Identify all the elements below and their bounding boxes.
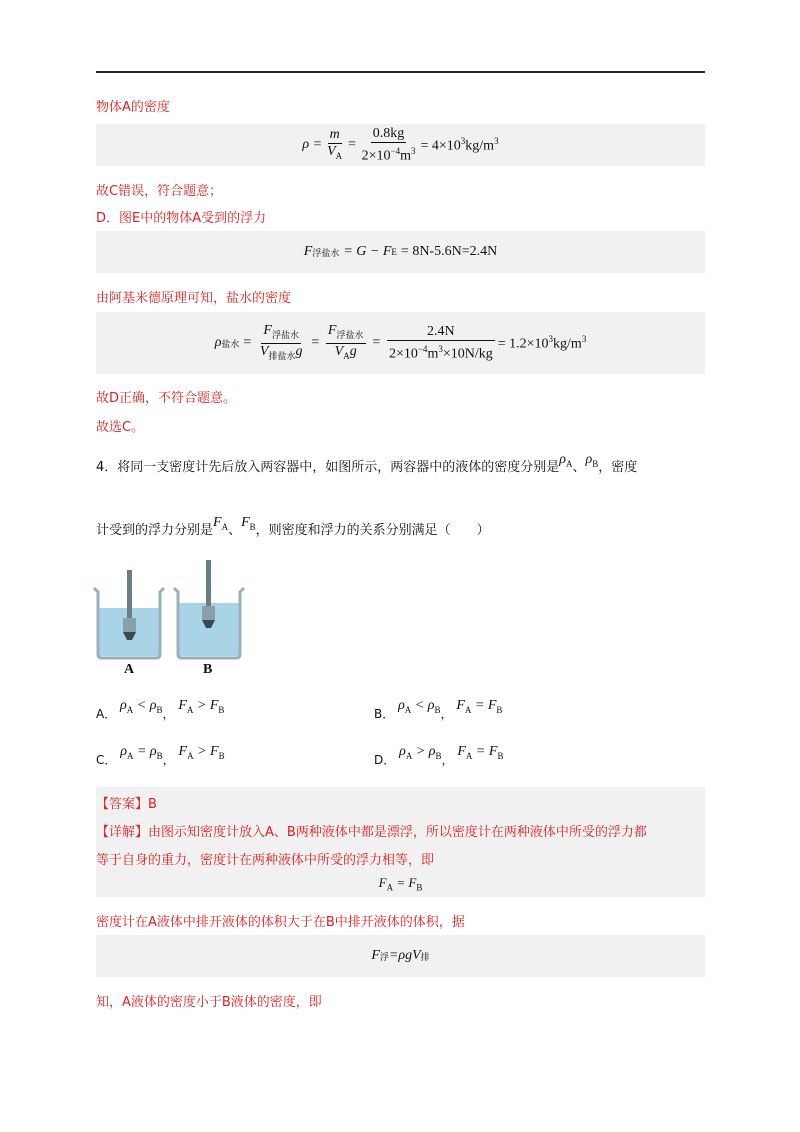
oa-f1: F: [178, 698, 187, 713]
question-line-2: [96, 515, 490, 540]
oa-f1-sub: A: [186, 704, 194, 715]
eq1-den2-sup: −4: [390, 145, 401, 156]
option-c[interactable]: C． $\rho_A = \rho_B$， $F_A > F_B$: [96, 744, 225, 767]
option-d[interactable]: D． $\rho_A > \rho_B$， $F_A = F_B$: [374, 744, 504, 767]
option-d-letter: D．: [374, 753, 396, 767]
beaker-b: [174, 560, 244, 658]
eq2-lhs-sub: 浮盐水: [312, 247, 340, 258]
answer-line: [96, 793, 157, 812]
figure-label-b: B: [203, 662, 213, 677]
eq3-d1: V: [259, 343, 269, 359]
ob-f2: F: [487, 698, 497, 713]
eq1-result-sup: 3: [460, 135, 466, 146]
oa-rho2: ρ: [149, 698, 157, 713]
eqf-f1-sub: A: [386, 882, 394, 893]
oc-rel2: >: [197, 744, 207, 759]
od-rho1: ρ: [399, 744, 406, 759]
od-rho2-sub: B: [435, 750, 442, 761]
rho-a-sub: A: [566, 458, 573, 469]
od-rho1-sub: A: [405, 750, 413, 761]
sep-2: 、: [228, 523, 242, 538]
figure-label-a: A: [124, 662, 135, 677]
eq3-result: = 1.2×10: [497, 336, 549, 352]
eq2-lhs: F: [303, 244, 313, 259]
detail-line-2: 等于自身的重力，密度计在两种液体中所受的浮力相等，即: [96, 853, 435, 868]
eq3-d3-tail: m: [427, 346, 439, 362]
eq3-n3: 2.4N: [387, 324, 495, 341]
eq1-den1-sub: A: [335, 150, 343, 161]
eq1-num1: m: [329, 126, 340, 142]
volume-line: 密度计在A液体中排开液体的体积大于在B中排开液体的体积，据: [96, 915, 465, 930]
eqf-f1: F: [378, 875, 387, 890]
density-a-label: 物体A的密度: [96, 100, 170, 115]
eq3-eq3: =: [371, 335, 381, 350]
oc-f1-sub: A: [187, 750, 194, 761]
f-a-sub: A: [221, 521, 229, 532]
oc-rho2-sub: B: [156, 750, 163, 761]
od-f1: F: [457, 744, 466, 759]
eq3-d2: V: [334, 343, 344, 359]
option-a[interactable]: A． $\rho_A < \rho_B$， $F_A > F_B$: [96, 698, 225, 721]
eq3-d3-tail-sup: 3: [438, 343, 443, 354]
buoy-f-sub: 浮: [379, 951, 389, 962]
eq1-eq-sign: =: [347, 137, 357, 152]
oc-f2: F: [210, 744, 219, 759]
choose-line: 故选C。: [96, 420, 145, 435]
od-f2: F: [488, 744, 498, 759]
equation-density-a: [96, 124, 705, 166]
eqf-sign: =: [396, 875, 406, 890]
rho-b: ρ: [585, 452, 593, 467]
eq3-eq2: =: [310, 335, 320, 350]
eq3-lhs-sub: 盐水: [221, 338, 240, 349]
eq3-n2: F: [327, 322, 337, 338]
detail-text-1: 由图示知密度计放入A、B两种液体中都是漂浮，所以密度计在两种液体中所受的浮力都: [148, 825, 647, 840]
oa-f2: F: [209, 698, 219, 713]
oa-rho1-sub: A: [126, 704, 134, 715]
buoy-f: F: [371, 948, 380, 963]
eq1-result: = 4×10: [420, 138, 461, 154]
eqf-f2-sub: B: [416, 882, 423, 893]
ob-rel2: =: [474, 698, 485, 713]
question-text-1-end: ，密度: [598, 460, 638, 475]
ob-rho1-sub: A: [404, 704, 412, 715]
archimedes-line: 由阿基米德原理可知，盐水的密度: [96, 291, 292, 306]
ob-rho2-sub: B: [434, 704, 441, 715]
answer-value: B: [148, 797, 157, 812]
option-c-letter: C．: [96, 753, 117, 767]
ob-f2-sub: B: [496, 704, 503, 715]
eq1-result-tail: kg/m: [465, 138, 495, 154]
option-b[interactable]: B． $\rho_A < \rho_B$， $F_A = F_B$: [374, 698, 503, 721]
oa-rho1: ρ: [120, 698, 127, 713]
option-b-letter: B．: [374, 707, 395, 721]
f-a: F: [213, 515, 222, 530]
eq3-result-tail-sup: 3: [581, 333, 587, 344]
buoy-v-sub: 排: [420, 951, 430, 962]
oa-rel2: >: [196, 698, 207, 713]
eq3-d3-end: ×10N/kg: [442, 346, 493, 362]
d-label-line: D．图E中的物体A受到的浮力: [96, 211, 267, 226]
answer-block: [96, 787, 705, 897]
detail-line-1: [96, 821, 647, 840]
final-line: 知，A液体的密度小于B液体的密度，即: [96, 995, 322, 1010]
eqf-f2: F: [408, 875, 417, 890]
sep-1: 、: [572, 460, 586, 475]
oc-rel1: =: [136, 744, 147, 759]
ob-rho2: ρ: [427, 698, 435, 713]
buoy-mid: =ρgV: [388, 948, 421, 963]
beaker-a: [94, 570, 164, 658]
eq-fa-fb: [96, 875, 705, 893]
ob-rho1: ρ: [398, 698, 405, 713]
od-f2-sub: B: [497, 750, 504, 761]
od-rel2: =: [475, 744, 486, 759]
oa-rel1: <: [136, 698, 147, 713]
ob-f1-sub: A: [464, 704, 472, 715]
eq1-den2: 2×10: [361, 148, 391, 164]
oa-rho2-sub: B: [156, 704, 163, 715]
eq2-rhs-sub: E: [391, 247, 397, 257]
detail-tag: 【详解】: [96, 825, 149, 840]
beakers-figure: [88, 558, 248, 680]
eq1-den2-tail-sup: 3: [410, 145, 416, 156]
d-right-line: 故D正确，不符合题意。: [96, 391, 237, 406]
eq3-eq1: =: [242, 335, 252, 350]
eq3-d3-sup: −4: [417, 343, 428, 354]
rho-a: ρ: [559, 452, 567, 467]
answer-tag: 【答案】: [96, 797, 149, 812]
eq1-result-tail-sup: 3: [494, 135, 499, 146]
eq1-den1: V: [327, 143, 336, 159]
header-rule: [96, 71, 705, 73]
od-rho2: ρ: [428, 744, 436, 759]
equation-buoyancy-e: [96, 231, 705, 273]
eq3-d1-sub: 排盐水: [268, 350, 296, 361]
question-line-1: [96, 452, 638, 477]
eq1-lhs: ρ =: [302, 137, 323, 152]
oc-rho2: ρ: [149, 744, 157, 759]
f-b-sub: B: [249, 521, 256, 532]
oa-f2-sub: B: [218, 704, 225, 715]
eq2-rhs: = G − F: [343, 244, 392, 259]
option-a-letter: A．: [96, 707, 117, 721]
eq3-result-sup: 3: [548, 333, 554, 344]
ob-rel1: <: [414, 698, 425, 713]
eq3-n1-sub: 浮盐水: [271, 329, 299, 340]
od-rel1: >: [415, 744, 426, 759]
question-text-1: 4．将同一支密度计先后放入两容器中，如图所示，两容器中的液体的密度分别是: [96, 460, 560, 475]
eq3-d3: 2×10: [388, 346, 418, 362]
oc-rho1-sub: A: [126, 750, 134, 761]
rho-b-sub: B: [592, 458, 599, 469]
oc-f2-sub: B: [218, 750, 225, 761]
eq3-d2-sub: A: [343, 350, 350, 361]
equation-salt-density: [96, 312, 705, 374]
eq3-n2-sub: 浮盐水: [336, 329, 364, 340]
od-f1-sub: A: [465, 750, 473, 761]
eq1-num2: 0.8kg: [372, 125, 405, 141]
eq3-n1: F: [263, 322, 272, 338]
eq3-lhs: ρ: [214, 335, 222, 350]
eq2-rhs-tail: = 8N-5.6N=2.4N: [400, 244, 498, 259]
eq3-result-tail: kg/m: [553, 336, 582, 352]
oc-rho1: ρ: [120, 744, 127, 759]
eq3-d1-tail: g: [295, 343, 303, 359]
c-wrong-line: 故C错误，符合题意；: [96, 184, 223, 199]
buoyancy-formula-box: [96, 935, 705, 977]
eq1-den2-tail: m: [400, 148, 411, 164]
question-text-2-end: ，则密度和浮力的关系分别满足（ ）: [255, 523, 490, 538]
ob-f1: F: [456, 698, 465, 713]
question-text-2: 计受到的浮力分别是: [96, 523, 214, 538]
f-b: F: [241, 515, 250, 530]
oc-f1: F: [178, 744, 188, 759]
eq3-d2-tail: g: [349, 343, 357, 359]
